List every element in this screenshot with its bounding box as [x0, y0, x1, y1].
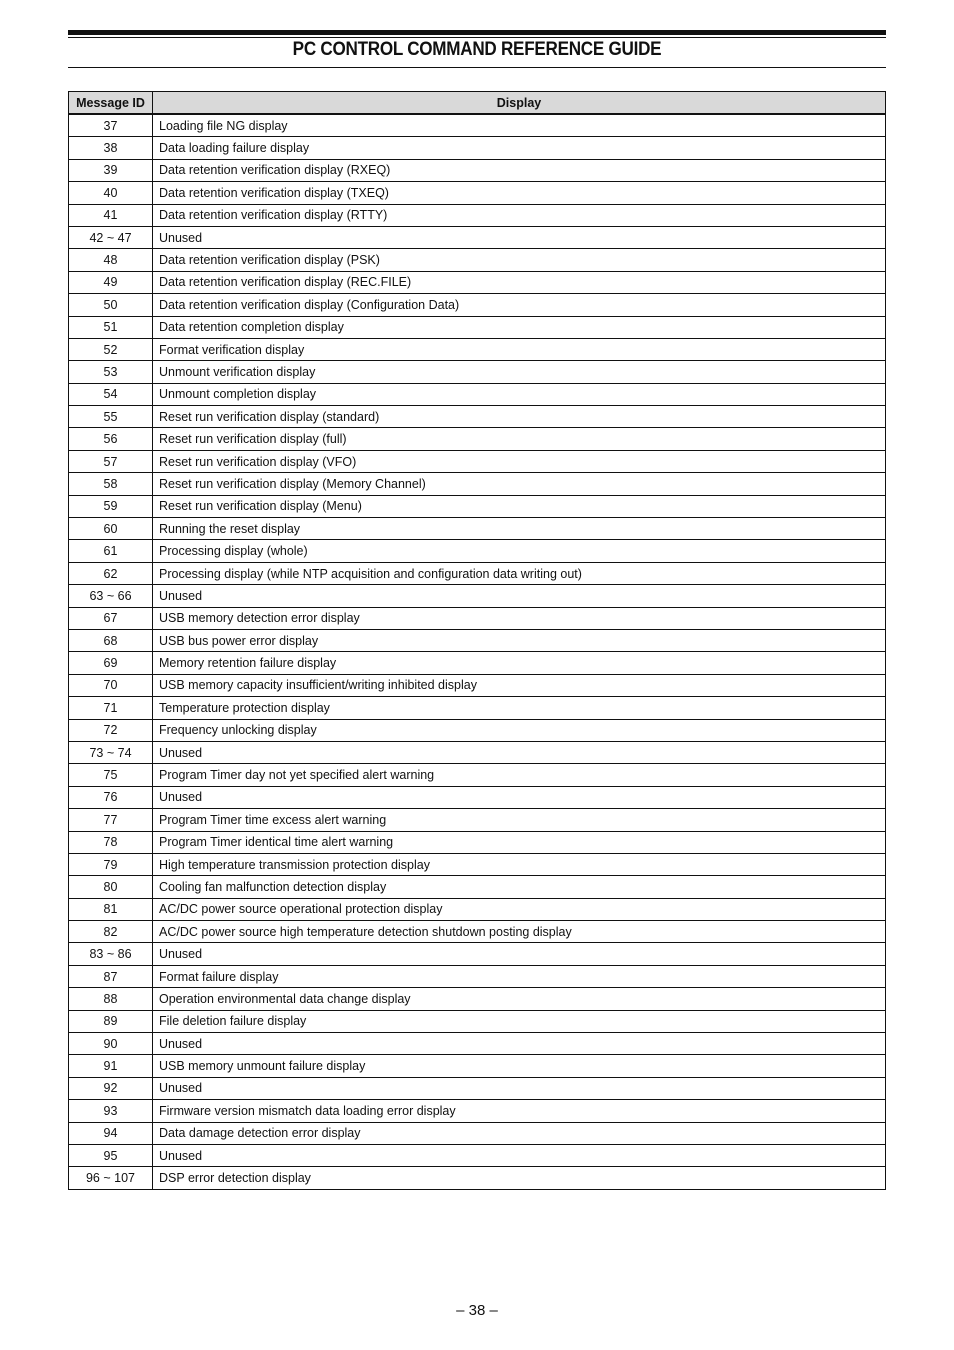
message-id-cell: 54 — [69, 383, 153, 405]
table-row — [69, 898, 886, 920]
display-description-cell: Program Timer day not yet specified alert warning — [153, 764, 886, 786]
message-id-cell: 51 — [69, 316, 153, 338]
table-row — [69, 159, 886, 181]
table-row — [69, 1010, 886, 1032]
display-description-cell: AC/DC power source operational protection display — [153, 898, 886, 920]
message-id-cell: 91 — [69, 1055, 153, 1077]
display-description-cell: Unused — [153, 741, 886, 763]
message-id-table — [68, 91, 886, 1190]
display-description-cell: Data retention verification display (TXEQ) — [153, 182, 886, 204]
display-description-cell: Unused — [153, 943, 886, 965]
display-description-cell: USB memory detection error display — [153, 607, 886, 629]
display-description-cell: Loading file NG display — [153, 114, 886, 137]
display-description-cell: Format failure display — [153, 965, 886, 987]
table-row — [69, 562, 886, 584]
table-row — [69, 719, 886, 741]
message-id-cell: 72 — [69, 719, 153, 741]
message-id-cell: 96 ~ 107 — [69, 1167, 153, 1189]
display-description-cell: High temperature transmission protection display — [153, 853, 886, 875]
table-header-row — [69, 92, 886, 115]
display-description-cell: File deletion failure display — [153, 1010, 886, 1032]
table-row — [69, 518, 886, 540]
message-id-cell: 63 ~ 66 — [69, 585, 153, 607]
message-id-cell: 53 — [69, 361, 153, 383]
message-id-cell: 49 — [69, 271, 153, 293]
table-row — [69, 809, 886, 831]
column-header-display: Display — [153, 92, 886, 115]
header-rule-thick — [68, 30, 886, 35]
table-row — [69, 226, 886, 248]
message-id-cell: 37 — [69, 114, 153, 137]
message-id-cell: 38 — [69, 137, 153, 159]
message-id-cell: 68 — [69, 629, 153, 651]
message-id-cell: 73 ~ 74 — [69, 741, 153, 763]
table-row — [69, 182, 886, 204]
display-description-cell: Format verification display — [153, 338, 886, 360]
table-row — [69, 1167, 886, 1189]
table-row — [69, 473, 886, 495]
message-id-cell: 59 — [69, 495, 153, 517]
display-description-cell: Memory retention failure display — [153, 652, 886, 674]
message-id-cell: 58 — [69, 473, 153, 495]
display-description-cell: Unused — [153, 1144, 886, 1166]
table-row — [69, 1122, 886, 1144]
display-description-cell: Reset run verification display (VFO) — [153, 450, 886, 472]
table-row — [69, 361, 886, 383]
display-description-cell: Unused — [153, 1077, 886, 1099]
message-id-cell: 61 — [69, 540, 153, 562]
message-id-cell: 75 — [69, 764, 153, 786]
display-description-cell: Data retention verification display (RTTY) — [153, 204, 886, 226]
table-row — [69, 674, 886, 696]
display-description-cell: Unused — [153, 585, 886, 607]
table-row — [69, 965, 886, 987]
table-row — [69, 338, 886, 360]
table-row — [69, 876, 886, 898]
table-row — [69, 741, 886, 763]
message-id-cell: 88 — [69, 988, 153, 1010]
table-row — [69, 406, 886, 428]
message-id-cell: 90 — [69, 1033, 153, 1055]
header-rule-bottom — [68, 67, 886, 68]
table-row — [69, 204, 886, 226]
table-body — [69, 114, 886, 1189]
display-description-cell: Data retention completion display — [153, 316, 886, 338]
display-description-cell: Running the reset display — [153, 518, 886, 540]
table-row — [69, 921, 886, 943]
display-description-cell: Operation environmental data change display — [153, 988, 886, 1010]
table-row — [69, 786, 886, 808]
table-row — [69, 831, 886, 853]
message-id-cell: 56 — [69, 428, 153, 450]
message-id-cell: 41 — [69, 204, 153, 226]
display-description-cell: Reset run verification display (full) — [153, 428, 886, 450]
message-id-cell: 83 ~ 86 — [69, 943, 153, 965]
message-id-cell: 48 — [69, 249, 153, 271]
message-id-cell: 40 — [69, 182, 153, 204]
display-description-cell: Program Timer time excess alert warning — [153, 809, 886, 831]
display-description-cell: Program Timer identical time alert warning — [153, 831, 886, 853]
message-id-cell: 70 — [69, 674, 153, 696]
display-description-cell: USB bus power error display — [153, 629, 886, 651]
table-row — [69, 137, 886, 159]
message-id-cell: 42 ~ 47 — [69, 226, 153, 248]
display-description-cell: USB memory capacity insufficient/writing inhibited display — [153, 674, 886, 696]
table-row — [69, 585, 886, 607]
display-description-cell: Frequency unlocking display — [153, 719, 886, 741]
display-description-cell: USB memory unmount failure display — [153, 1055, 886, 1077]
message-id-cell: 39 — [69, 159, 153, 181]
table-row — [69, 1100, 886, 1122]
message-id-cell: 89 — [69, 1010, 153, 1032]
table-row — [69, 383, 886, 405]
table-row — [69, 853, 886, 875]
display-description-cell: Data loading failure display — [153, 137, 886, 159]
display-description-cell: Processing display (while NTP acquisition and configuration data writing out) — [153, 562, 886, 584]
display-description-cell: Data retention verification display (RXEQ) — [153, 159, 886, 181]
message-id-cell: 76 — [69, 786, 153, 808]
table-row — [69, 428, 886, 450]
display-description-cell: AC/DC power source high temperature detection shutdown posting display — [153, 921, 886, 943]
table-row — [69, 1033, 886, 1055]
table-row — [69, 697, 886, 719]
table-row — [69, 1144, 886, 1166]
display-description-cell: Processing display (whole) — [153, 540, 886, 562]
display-description-cell: Data damage detection error display — [153, 1122, 886, 1144]
message-id-cell: 71 — [69, 697, 153, 719]
display-description-cell: Temperature protection display — [153, 697, 886, 719]
column-header-message-id: Message ID — [69, 92, 153, 115]
table-row — [69, 294, 886, 316]
display-description-cell: Reset run verification display (Memory Channel) — [153, 473, 886, 495]
message-id-cell: 55 — [69, 406, 153, 428]
message-id-cell: 67 — [69, 607, 153, 629]
message-id-cell: 50 — [69, 294, 153, 316]
page-title: PC CONTROL COMMAND REFERENCE GUIDE — [292, 39, 662, 60]
table-row — [69, 607, 886, 629]
message-id-cell: 62 — [69, 562, 153, 584]
table-row — [69, 271, 886, 293]
table-row — [69, 652, 886, 674]
table-row — [69, 316, 886, 338]
table-row — [69, 540, 886, 562]
display-description-cell: Unmount completion display — [153, 383, 886, 405]
message-id-cell: 57 — [69, 450, 153, 472]
table-row — [69, 249, 886, 271]
message-id-cell: 78 — [69, 831, 153, 853]
display-description-cell: DSP error detection display — [153, 1167, 886, 1189]
table-row — [69, 1055, 886, 1077]
display-description-cell: Reset run verification display (standard) — [153, 406, 886, 428]
table-row — [69, 764, 886, 786]
table-row — [69, 943, 886, 965]
table-row — [69, 1077, 886, 1099]
display-description-cell: Data retention verification display (Configuration Data) — [153, 294, 886, 316]
message-id-cell: 80 — [69, 876, 153, 898]
display-description-cell: Unused — [153, 1033, 886, 1055]
message-id-cell: 81 — [69, 898, 153, 920]
display-description-cell: Unused — [153, 786, 886, 808]
display-description-cell: Unused — [153, 226, 886, 248]
table-row — [69, 629, 886, 651]
display-description-cell: Firmware version mismatch data loading error display — [153, 1100, 886, 1122]
display-description-cell: Reset run verification display (Menu) — [153, 495, 886, 517]
table-row — [69, 495, 886, 517]
message-id-cell: 60 — [69, 518, 153, 540]
message-id-cell: 69 — [69, 652, 153, 674]
display-description-cell: Unmount verification display — [153, 361, 886, 383]
table-row — [69, 450, 886, 472]
message-id-cell: 82 — [69, 921, 153, 943]
message-id-cell: 77 — [69, 809, 153, 831]
table-row — [69, 114, 886, 137]
page-number: – 38 – — [456, 1302, 498, 1319]
display-description-cell: Data retention verification display (REC.FILE) — [153, 271, 886, 293]
message-id-cell: 95 — [69, 1144, 153, 1166]
message-id-cell: 94 — [69, 1122, 153, 1144]
table-row — [69, 988, 886, 1010]
message-id-cell: 52 — [69, 338, 153, 360]
display-description-cell: Cooling fan malfunction detection display — [153, 876, 886, 898]
message-id-cell: 79 — [69, 853, 153, 875]
display-description-cell: Data retention verification display (PSK) — [153, 249, 886, 271]
message-id-cell: 92 — [69, 1077, 153, 1099]
message-id-cell: 93 — [69, 1100, 153, 1122]
message-id-cell: 87 — [69, 965, 153, 987]
